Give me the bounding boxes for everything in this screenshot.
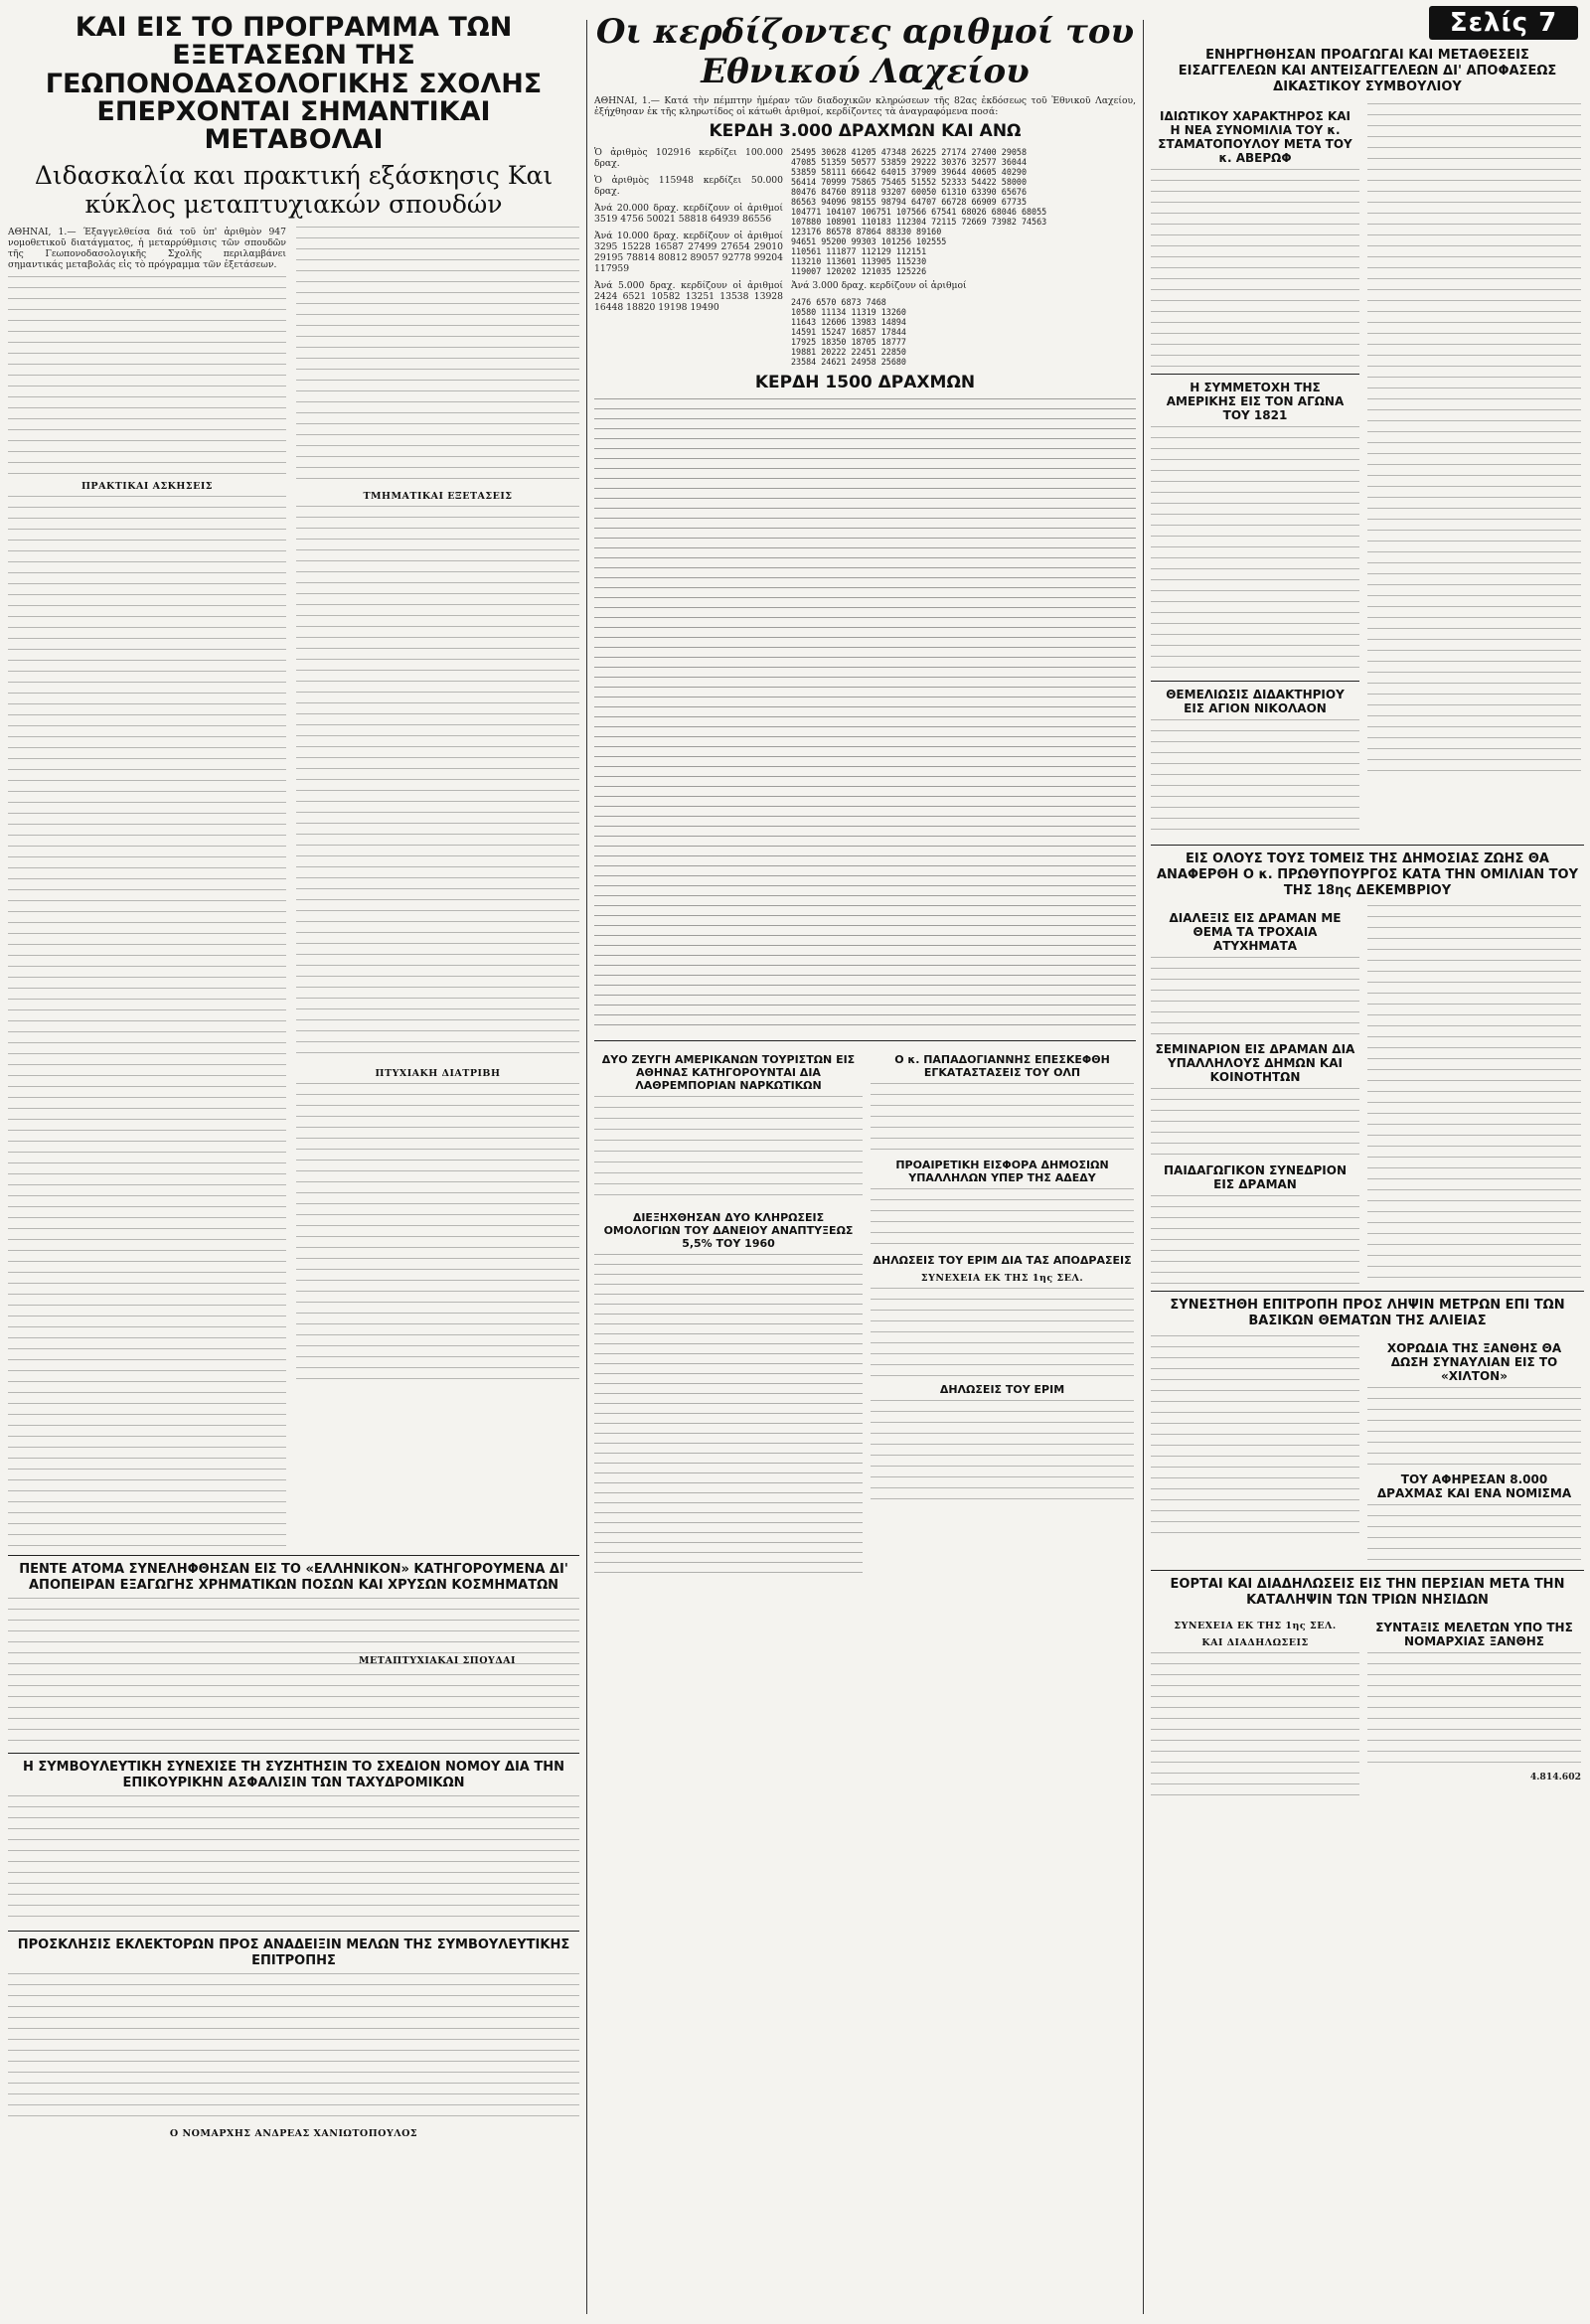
numbers-block-top: 25495 30628 41205 47348 26225 27174 27400 29058 47085 51359 50577 53859 29222 30376 32577 36044 53859 58111 66642 64015 37909 39644 40605 40290 56414 70999 75865 75465 51552 52333 54422 58000 80476 84760 89118 93207 60050 61310 63390 65676 86563 94096 98155 98794 64707 66728 66909 67735 104771 104107 106751 107566 67541 68026 68046 68055 107880 108901 110183 112304 72115 72669 73982 74563 123176 86578 87864 88330 89160 94651 95200 99303 101256 102555 110561 111877 112129 112151 113210 113601 113905 115230 119007 120202 121035 125226	[791, 146, 1047, 276]
continued-label: ΣΥΝΕΧΕΙΑ ΕΚ ΤΗΣ 1ης ΣΕΛ.	[1174, 1621, 1337, 1631]
prize-note-1: Ὁ ἀριθμὸς 102916 κερδίζει 100.000 δραχ.	[594, 146, 783, 169]
box-stolen-money: ΤΟΥ ΑΦΗΡΕΣΑΝ 8.000 ΔΡΑΧΜΑΣ ΚΑΙ ΕΝΑ ΝΟΜΙΣΜΑ	[1376, 1472, 1572, 1500]
headline-bonds: ΔΙΕΞΗΧΘΗΣΑΝ ΔΥΟ ΚΛΗΡΩΣΕΙΣ ΟΜΟΛΟΓΙΩΝ ΤΟΥ ΔΑΝΕΙΟΥ ΑΝΑΠΤΥΞΕΩΣ 5,5% ΤΟΥ 1960	[603, 1210, 854, 1250]
lottery-block	[594, 0, 1136, 2324]
prize-note-5: Ἀνά 5.000 δραχ. κερδίζουν οἱ ἀριθμοί 2424 6521 10582 13251 13538 13928 16448 18820 19198 19490	[594, 279, 783, 313]
left-block	[8, 0, 579, 2324]
headline-erim-escapes: ΔΗΛΩΣΕΙΣ ΤΟΥ ΕΡΙΜ ΔΙΑ ΤΑΣ ΑΠΟΔΡΑΣΕΙΣ	[873, 1253, 1132, 1267]
box-school-agios: ΘΕΜΕΛΙΩΣΙΣ ΔΙΔΑΚΤΗΡΙΟΥ ΕΙΣ ΑΓΙΟΝ ΝΙΚΟΛΑΟΝ	[1166, 688, 1345, 715]
headline-arrests: ΠΕΝΤΕ ΑΤΟΜΑ ΣΥΝΕΛΗΦΘΗΣΑΝ ΕΙΣ ΤΟ «ΕΛΛΗΝΙΚΟΝ» ΚΑΤΗΓΟΡΟΥΜΕΝΑ ΔΙ' ΑΠΟΠΕΙΡΑΝ ΕΞΑΓΩΓΗΣ ΧΡΗΜΑΤΙΚΩΝ ΠΟΣΩΝ ΚΑΙ ΧΡΥΣΩΝ ΚΟΣΜΗΜΑΤΩΝ	[19, 1561, 568, 1593]
headline-postal: Η ΣΥΜΒΟΥΛΕΥΤΙΚΗ ΣΥΝΕΧΙΣΕ ΤΗ ΣΥΖΗΤΗΣΙΝ ΤΟ ΣΧΕΔΙΟΝ ΝΟΜΟΥ ΔΙΑ ΤΗΝ ΕΠΙΚΟΥΡΙΚΗΝ ΑΣΦΑΛΙΣΙΝ ΤΩΝ ΤΑΧΥΔΡΟΜΙΚΩΝ	[22, 1759, 565, 1790]
headline-exams: ΚΑΙ ΕΙΣ ΤΟ ΠΡΟΓΡΑΜΜΑ ΤΩΝ ΕΞΕΤΑΣΕΩΝ ΤΗΣ ΓΕΩΠΟΝΟΔΑΣΟΛΟΓΙΚΗΣ ΣΧΟΛΗΣ ΕΠΕΡΧΟΝΤΑΙ ΣΗΜΑΝΤΙΚΑΙ ΜΕΤΑΒΟΛΑΙ	[45, 12, 543, 156]
headline-fishery: ΣΥΝΕΣΤΗΘΗ ΕΠΙΤΡΟΠΗ ΠΡΟΣ ΛΗΨΙΝ ΜΕΤΡΩΝ ΕΠΙ ΤΩΝ ΒΑΣΙΚΩΝ ΘΕΜΑΤΩΝ ΤΗΣ ΑΛΙΕΙΑΣ	[1170, 1298, 1565, 1328]
headline-erim: ΔΗΛΩΣΕΙΣ ΤΟΥ ΕΡΙΜ	[939, 1382, 1065, 1396]
prize-note-2: Ὁ ἀριθμὸς 115948 κερδίζει 50.000 δραχ.	[594, 174, 783, 197]
subheadline-exams: Διδασκαλία και πρακτική εξάσκησις Και κύκλος μεταπτυχιακών σπουδών	[34, 160, 554, 219]
lottery-intro: ΑΘΗΝΑΙ, 1.— Κατά τὴν πέμπτην ἡμέραν τῶν διαδοχικῶν κληρώσεων τῆς 82ας ἐκδόσεως τοῦ Ἐθνικοῦ Λαχείου, ἐξήχθησαν ἐκ τῆς κληρωτίδος οἱ κάτωθι ἀριθμοί, κερδίζοντες τὰ ἀναγραφόμενα ποσά:	[594, 95, 1136, 117]
box-stamatopoulos: ΙΔΙΩΤΙΚΟΥ ΧΑΡΑΚΤΗΡΟΣ ΚΑΙ Η ΝΕΑ ΣΥΝΟΜΙΛΙΑ ΤΟΥ κ. ΣΤΑΜΑΤΟΠΟΥΛΟΥ ΜΕΤΑ ΤΟΥ κ. ΑΒΕΡΩΦ	[1158, 109, 1352, 165]
box-choir-xanthi: ΧΟΡΩΔΙΑ ΤΗΣ ΞΑΝΘΗΣ ΘΑ ΔΩΣΗ ΣΥΝΑΥΛΙΑΝ ΕΙΣ ΤΟ «ΧΙΛΤΟΝ»	[1386, 1341, 1562, 1383]
continued-label-a: ΣΥΝΕΧΕΙΑ ΕΚ ΤΗΣ 1ης ΣΕΛ.	[920, 1272, 1084, 1284]
exams-article-left	[8, 227, 286, 1549]
right-block	[1151, 0, 1584, 2324]
headline-adedy: ΠΡΟΑΙΡΕΤΙΚΗ ΕΙΣΦΟΡΑ ΔΗΜΟΣΙΩΝ ΥΠΑΛΛΗΛΩΝ ΥΠΕΡ ΤΗΣ ΑΔΕΔΥ	[895, 1158, 1109, 1184]
headline-persia: ΕΟΡΤΑΙ ΚΑΙ ΔΙΑΔΗΛΩΣΕΙΣ ΕΙΣ ΤΗΝ ΠΕΡΣΙΑΝ ΜΕΤΑ ΤΗΝ ΚΑΤΑΛΗΨΙΝ ΤΩΝ ΤΡΙΩΝ ΝΗΣΙΔΩΝ	[1170, 1577, 1565, 1608]
box-xanthi-studies: ΣΥΝΤΑΞΙΣ ΜΕΛΕΤΩΝ ΥΠΟ ΤΗΣ ΝΟΜΑΡΧΙΑΣ ΞΑΝΘΗΣ	[1375, 1621, 1573, 1648]
box-seminar-drama: ΣΕΜΙΝΑΡΙΟΝ ΕΙΣ ΔΡΑΜΑΝ ΔΙΑ ΥΠΑΛΛΗΛΟΥΣ ΔΗΜΩΝ ΚΑΙ ΚΟΙΝΟΤΗΤΩΝ	[1155, 1042, 1355, 1084]
prize-1500-heading: ΚΕΡΔΗ 1500 ΔΡΑΧΜΩΝ	[754, 372, 976, 392]
section-praktikai: ΠΡΑΚΤΙΚΑΙ ΑΣΚΗΣΕΙΣ	[80, 480, 214, 492]
column-rule	[586, 20, 587, 2314]
numbers-block-mid: 2476 6570 6873 7468 10580 11134 11319 13260 11643 12606 13983 14894 14591 15247 16857 17844 17925 18350 18705 18777 19881 20222 22451 22850 23584 24621 24958 25680	[791, 296, 906, 367]
section-tmimatikai: ΤΜΗΜΑΤΙΚΑΙ ΕΞΕΤΑΣΕΙΣ	[363, 490, 513, 502]
headline-olp: Ο κ. ΠΑΠΑΔΟΓΙΑΝΝΗΣ ΕΠΕΣΚΕΦΘΗ ΕΓΚΑΤΑΣΤΑΣΕΙΣ ΤΟΥ ΟΛΠ	[894, 1052, 1110, 1079]
box-paidagogiko: ΠΑΙΔΑΓΩΓΙΚΟΝ ΣΥΝΕΔΡΙΟΝ ΕΙΣ ΔΡΑΜΑΝ	[1164, 1163, 1347, 1191]
box-lecture-drama: ΔΙΑΛΕΞΙΣ ΕΙΣ ΔΡΑΜΑΝ ΜΕ ΘΕΜΑ ΤΑ ΤΡΟΧΑΙΑ ΑΤΥΧΗΜΑΤΑ	[1169, 911, 1342, 953]
prize-note-4: Ἀνά 10.000 δραχ. κερδίζουν οἱ ἀριθμοί 3295 15228 16587 27499 27654 29010 29195 78814 80812 89057 92778 99204 117959	[594, 230, 783, 274]
prize-note-6: Ἀνά 3.000 δραχ. κερδίζουν οἱ ἀριθμοί	[791, 279, 967, 291]
prize-note-3: Ἀνά 20.000 δραχ. κερδίζουν οἱ ἀριθμοί 3519 4756 50021 58818 64939 86556	[594, 202, 783, 225]
numbers-grid-1500	[594, 398, 1136, 1034]
section-metaptyxiakai: ΜΕΤΑΠΤΥΧΙΑΚΑΙ ΣΠΟΥΔΑΙ	[358, 1655, 516, 1666]
headline-pm-speech: ΕΙΣ ΟΛΟΥΣ ΤΟΥΣ ΤΟΜΕΙΣ ΤΗΣ ΔΗΜΟΣΙΑΣ ΖΩΗΣ ΘΑ ΑΝΑΦΕΡΘΗ Ο κ. ΠΡΩΘΥΠΟΥΡΓΟΣ ΚΑΤΑ ΤΗΝ ΟΜΙΛΙΑΝ ΤΟΥ ΤΗΣ 18ης ΔΕΚΕΜΒΡΙΟΥ	[1157, 852, 1578, 898]
column-rule	[1143, 20, 1144, 2314]
section-ptyxiaki: ΠΤΥΧΙΑΚΗ ΔΙΑΤΡΙΒΗ	[375, 1067, 501, 1079]
page-number-badge: Σελίς 7	[1429, 6, 1578, 40]
headline-lottery: Οι κερδίζοντες αριθμοί του Εθνικού Λαχείου	[595, 12, 1135, 91]
sub-continued: ΚΑΙ ΔΙΑΔΗΛΩΣΕΙΣ	[1201, 1637, 1309, 1648]
headline-electors: ΠΡΟΣΚΛΗΣΙΣ ΕΚΛΕΚΤΟΡΩΝ ΠΡΟΣ ΑΝΑΔΕΙΞΙΝ ΜΕΛΩΝ ΤΗΣ ΣΥΜΒΟΥΛΕΥΤΙΚΗΣ ΕΠΙΤΡΟΠΗΣ	[17, 1937, 570, 1968]
prize-3000-heading: ΚΕΡΔΗ 3.000 ΔΡΑΧΜΩΝ ΚΑΙ ΑΝΩ	[709, 121, 1022, 141]
exams-article-right	[296, 227, 579, 1549]
box-america-1821: Η ΣΥΜΜΕΤΟΧΗ ΤΗΣ ΑΜΕΡΙΚΗΣ ΕΙΣ ΤΟΝ ΑΓΩΝΑ ΤΟΥ 1821	[1166, 381, 1345, 422]
signature: Ο ΝΟΜΑΡΧΗΣ ΑΝΔΡΕΑΣ ΧΑΝΙΩΤΟΠΟΥΛΟΣ	[169, 2127, 418, 2139]
headline-tourists: ΔΥΟ ΖΕΥΓΗ ΑΜΕΡΙΚΑΝΩΝ ΤΟΥΡΙΣΤΩΝ ΕΙΣ ΑΘΗΝΑΣ ΚΑΤΗΓΟΡΟΥΝΤΑΙ ΔΙΑ ΛΑΘΡΕΜΠΟΡΙΑΝ ΝΑΡΚΩΤΙΚΩΝ	[601, 1052, 856, 1092]
budget-total: 4.814.602	[1529, 1772, 1581, 1782]
headline-prosecutors: ΕΝΗΡΓΗΘΗΣΑΝ ΠΡΟΑΓΩΓΑΙ ΚΑΙ ΜΕΤΑΘΕΣΕΙΣ ΕΙΣΑΓΓΕΛΕΩΝ ΚΑΙ ΑΝΤΕΙΣΑΓΓΕΛΕΩΝ ΔΙ' ΑΠΟΦΑΣΕΩΣ ΔΙΚΑΣΤΙΚΟΥ ΣΥΜΒΟΥΛΙΟΥ	[1178, 48, 1557, 94]
exams-lead: ΑΘΗΝΑΙ, 1.— Έξαγγελθείσα διά τοῦ ὑπ' ἀριθμὸν 947 νομοθετικοῦ διατάγματος, ἡ μεταρρύθμισις τῶν σπουδῶν τῆς Γεωπονοδασολογικῆς Σχολῆς περιλαμβάνει σημαντικάς μεταβολάς εἰς τὸ πρόγραμμα τῶν ἐξετάσεων.	[8, 226, 286, 270]
